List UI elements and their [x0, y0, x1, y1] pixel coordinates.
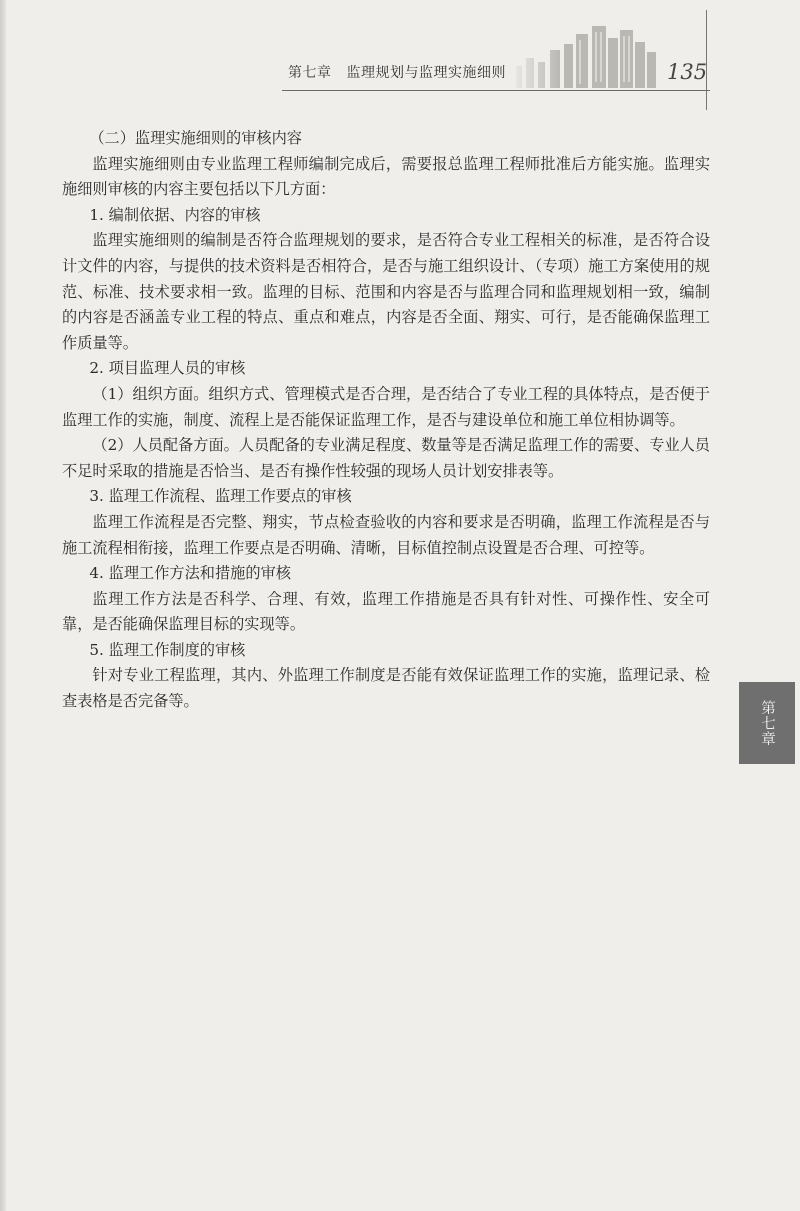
item-heading: 2. 项目监理人员的审核 — [89, 359, 246, 378]
page-edge — [0, 0, 6, 1211]
header-title: 监理规划与监理实施细则 — [346, 65, 506, 81]
header-chapter: 第七章 — [288, 65, 332, 81]
review-item-4 — [62, 561, 710, 638]
item-paragraph: 监理实施细则的编制是否符合监理规划的要求，是否符合专业工程相关的标准，是否符合设计文件的内容，与提供的技术资料是否相符合，是否与施工组织设计、（专项）施工方案使用的规范、标准、技术要求相一致。监理的目标、范围和内容是否与监理合同和监理规划相一致，编制的内容是否涵盖专业工程的特点、重点和难点，内容是否全面、翔实、可行，是否能确保监理工作质量等。 — [62, 231, 710, 352]
item-paragraph: 监理工作流程是否完整、翔实，节点检查验收的内容和要求是否明确，监理工作流程是否与施工流程相衔接，监理工作要点是否明确、清晰，目标值控制点设置是否合理、可控等。 — [62, 512, 710, 557]
review-item-3 — [62, 484, 710, 561]
item-paragraph: 针对专业工程监理，其内、外监理工作制度是否能有效保证监理工作的实施，监理记录、检查表格是否完备等。 — [62, 666, 710, 711]
section-title: （二）监理实施细则的审核内容 — [89, 129, 302, 147]
running-header — [288, 62, 506, 82]
main-content — [62, 126, 710, 715]
item-heading: 4. 监理工作方法和措施的审核 — [89, 564, 291, 583]
review-item-2 — [62, 356, 710, 484]
item-paragraph: （2）人员配备方面。人员配备的专业满足程度、数量等是否满足监理工作的需要、专业人员不足时采取的措施是否恰当、是否有操作性较强的现场人员计划安排表等。 — [62, 436, 710, 480]
page-number: 135 — [667, 60, 708, 84]
intro-paragraph: 监理实施细则由专业监理工程师编制完成后，需要报总监理工程师批准后方能实施。监理实施细则审核的内容主要包括以下几方面： — [62, 154, 710, 199]
item-heading: 5. 监理工作制度的审核 — [89, 640, 246, 659]
review-item-1 — [62, 203, 710, 357]
item-heading: 1. 编制依据、内容的审核 — [89, 205, 261, 224]
header-horizontal-rule — [282, 90, 710, 91]
review-item-5 — [62, 638, 710, 715]
chapter-tab-label: 第七章 — [759, 699, 775, 747]
item-paragraph: 监理工作方法是否科学、合理、有效，监理工作措施是否具有针对性、可操作性、安全可靠，是否能确保监理目标的实现等。 — [62, 589, 710, 634]
item-paragraph: （1）组织方面。组织方式、管理模式是否合理，是否结合了专业工程的具体特点，是否便于监理工作的实施，制度、流程上是否能保证监理工作，是否与建设单位和施工单位相协调等。 — [62, 384, 710, 429]
chapter-tab — [739, 682, 795, 764]
item-heading: 3. 监理工作流程、监理工作要点的审核 — [89, 487, 352, 506]
city-skyline-icon — [508, 22, 658, 88]
